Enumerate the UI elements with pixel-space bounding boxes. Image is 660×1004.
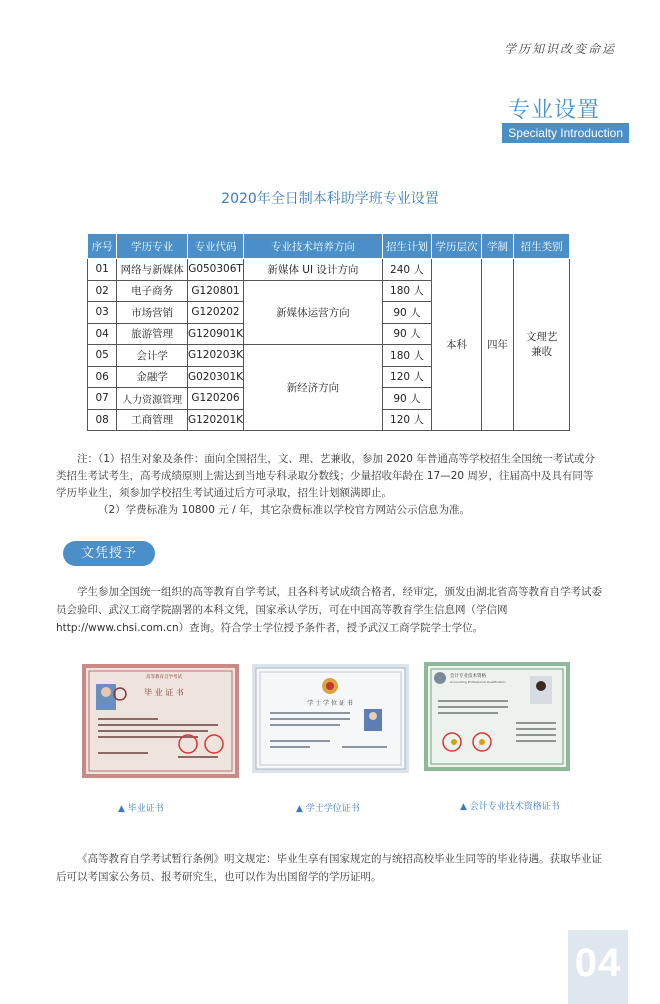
cell-direction: 新媒体运营方向	[244, 280, 383, 345]
cell-no: 06	[88, 366, 117, 388]
cell-plan: 120 人	[382, 366, 431, 388]
table-header-row	[88, 234, 570, 259]
cell-code: G050306T	[187, 259, 243, 281]
section-subtitle: Specialty Introduction	[502, 123, 629, 143]
section-title: 专业设置	[507, 98, 600, 123]
footer-paragraph: 《高等教育自学考试暂行条例》明文规定：毕业生享有国家规定的与统招高校毕业生同等的毕业待遇。获取毕业证后可以考国家公务员、报考研究生，也可以作为出国留学的学历证明。	[56, 853, 602, 883]
cell-plan: 180 人	[382, 345, 431, 367]
degree-certificate-title: 学 士 学 位 证 书	[307, 700, 353, 707]
cell-code: G120202	[187, 302, 243, 324]
cell-major: 工商管理	[117, 409, 188, 431]
header-category: 招生类别	[514, 234, 570, 259]
cell-code: G020301K	[187, 366, 243, 388]
accounting-certificate-caption: ▲ 会计专业技术资格证书	[460, 802, 560, 812]
accounting-certificate-title: Accounting Professional Qualification	[450, 680, 506, 684]
note-line-1: 注：（1）招生对象及条件：面向全国招生，文、理、艺兼收，参加 2020 年普通高等学校招生全国统一考试或分类招生考试考生，高考成绩原则上需达到当地专科录取分数线；少量招收年龄在 17—20 周岁，往届高中及具有同等学历毕业生，须参加学校招生考试通过后方可录取，招生计划额满即止。	[56, 453, 595, 499]
cell-level: 本科	[432, 259, 482, 431]
degree-certificate-image	[252, 664, 409, 773]
header-duration: 学制	[481, 234, 513, 259]
major-table	[87, 233, 570, 431]
header-major: 学历专业	[117, 234, 188, 259]
cell-no: 05	[88, 345, 117, 367]
cell-code: G120203K	[187, 345, 243, 367]
cell-no: 03	[88, 302, 117, 324]
cell-major: 会计学	[117, 345, 188, 367]
cell-major: 网络与新媒体	[117, 259, 188, 281]
graduation-certificate-caption: ▲ 毕业证书	[118, 804, 164, 814]
cell-major: 人力资源管理	[117, 388, 188, 410]
degree-certificate-caption: ▲ 学士学位证书	[296, 804, 360, 814]
cell-no: 01	[88, 259, 117, 281]
header-direction: 专业技术培养方向	[244, 234, 383, 259]
page-number: 04	[568, 930, 628, 1004]
graduation-certificate-drawing	[82, 664, 239, 778]
table-title: 2020年全日制本科助学班专业设置	[221, 191, 439, 207]
diploma-paragraph: 学生参加全国统一组织的高等教育自学考试，且各科考试成绩合格者，经审定，颁发由湖北省高等教育自学考试委员会验印、武汉工商学院副署的本科文凭，国家承认学历，可在中国高等教育学生信息网（学信网 http://www.chsi.com.cn）查询。符合学士学位授予条件者，授予武汉工商学院学士学位。	[56, 586, 602, 634]
note-line-2: （2）学费标准为 10800 元 / 年，其它杂费标准以学校官方网站公示信息为准。	[98, 504, 470, 516]
diploma-section-label: 文凭授予	[63, 541, 155, 566]
cell-plan: 180 人	[382, 280, 431, 302]
accounting-certificate-head: 会计专业技术资格	[450, 674, 486, 679]
cell-plan: 90 人	[382, 302, 431, 324]
cell-no: 07	[88, 388, 117, 410]
header-slogan: 学历知识改变命运	[503, 42, 616, 56]
graduation-certificate-head: 高等教育自学考试	[146, 675, 182, 680]
cell-major: 市场营销	[117, 302, 188, 324]
cell-code: G120801	[187, 280, 243, 302]
table-row	[88, 259, 570, 281]
header-level: 学历层次	[432, 234, 482, 259]
accounting-certificate-image	[424, 662, 570, 771]
cell-duration: 四年	[481, 259, 513, 431]
graduation-certificate-image	[82, 664, 239, 778]
cell-major: 旅游管理	[117, 323, 188, 345]
cell-major: 电子商务	[117, 280, 188, 302]
accounting-certificate-drawing	[424, 662, 570, 771]
header-code: 专业代码	[187, 234, 243, 259]
cell-category: 文理艺兼收	[514, 259, 570, 431]
cell-plan: 240 人	[382, 259, 431, 281]
graduation-certificate-title: 毕 业 证 书	[144, 688, 184, 697]
header-no: 序号	[88, 234, 117, 259]
notes	[56, 451, 602, 519]
cell-direction: 新媒体 UI 设计方向	[244, 259, 383, 281]
cell-code: G120901K	[187, 323, 243, 345]
cell-plan: 90 人	[382, 388, 431, 410]
cell-no: 02	[88, 280, 117, 302]
cell-plan: 90 人	[382, 323, 431, 345]
header-plan: 招生计划	[382, 234, 431, 259]
cell-direction: 新经济方向	[244, 345, 383, 431]
degree-certificate-drawing	[252, 664, 409, 773]
cell-no: 08	[88, 409, 117, 431]
cell-no: 04	[88, 323, 117, 345]
cell-code: G120201K	[187, 409, 243, 431]
cell-major: 金融学	[117, 366, 188, 388]
cell-plan: 120 人	[382, 409, 431, 431]
cell-code: G120206	[187, 388, 243, 410]
